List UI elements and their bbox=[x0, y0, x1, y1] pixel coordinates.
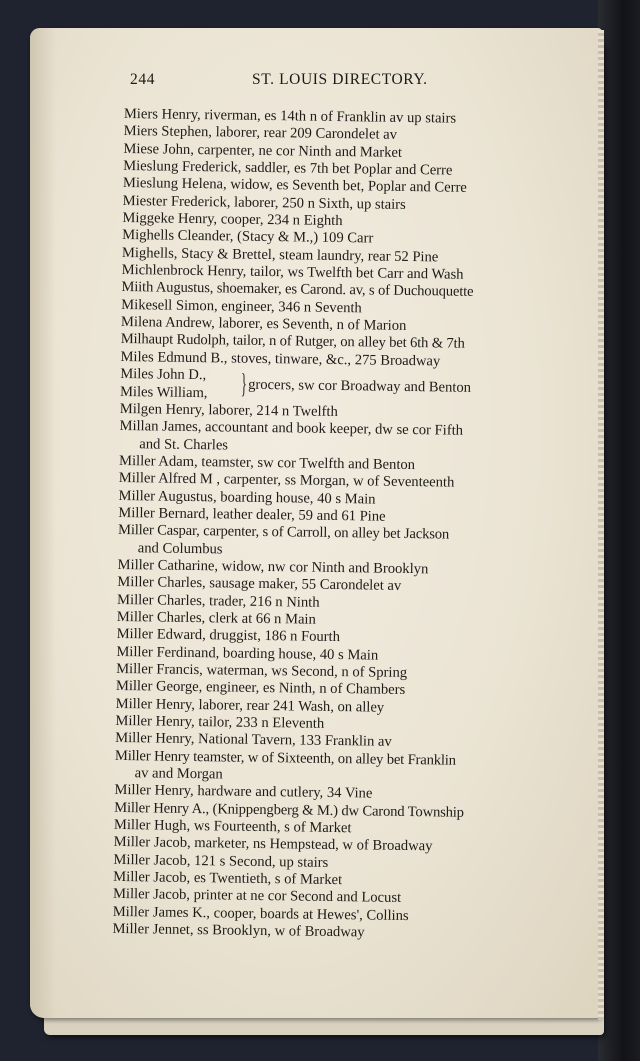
directory-entry: Miller Henry, National Tavern, 133 Franklin av bbox=[115, 730, 392, 751]
page-edges bbox=[598, 30, 604, 1020]
directory-entry: Miller Jacob, 121 s Second, up stairs bbox=[113, 851, 329, 871]
directory-entry: Miller Jacob, es Twentieth, s of Market bbox=[113, 869, 343, 889]
entry-continuation: av and Morgan bbox=[134, 765, 223, 783]
directory-entry: Miller Edward, druggist, 186 n Fourth bbox=[116, 626, 341, 646]
directory-entry: Miester Frederick, laborer, 250 n Sixth, up stairs bbox=[122, 192, 406, 213]
directory-entry: Miggeke Henry, cooper, 234 n Eighth bbox=[122, 210, 343, 230]
bracketed-entry-group bbox=[120, 366, 570, 407]
directory-entry: Miller Charles, clerk at 66 n Main bbox=[116, 608, 316, 628]
directory-entry: Mighells Cleander, (Stacy & M.,) 109 Carr bbox=[122, 227, 374, 247]
directory-entry: Michlenbrock Henry, tailor, ws Twelfth bet Carr and Wash bbox=[121, 262, 464, 283]
directory-entry: Miller Caspar, carpenter, s of Carroll, on alley bet Jackson bbox=[117, 522, 450, 543]
directory-entry: Miller Bernard, leather dealer, 59 and 61 Pine bbox=[118, 504, 386, 525]
directory-entry: Miller Jacob, marketer, ns Hempstead, w of Broadway bbox=[113, 834, 433, 855]
directory-entry: Miese John, carpenter, ne cor Ninth and Market bbox=[123, 140, 403, 161]
directory-entry: Miller Augustus, boarding house, 40 s Main bbox=[118, 487, 376, 508]
brace-mark: } bbox=[240, 368, 248, 400]
directory-entry: Miller Charles, sausage maker, 55 Carondelet av bbox=[117, 574, 402, 595]
directory-entry: Miller Francis, waterman, ws Second, n of Spring bbox=[116, 660, 408, 682]
directory-entry: Miller Ferdinand, boarding house, 40 s Main bbox=[116, 643, 379, 664]
shared-business-text: grocers, sw cor Broadway and Benton bbox=[248, 376, 472, 397]
directory-entry: Miller Jennet, ss Brooklyn, w of Broadway bbox=[112, 921, 365, 941]
directory-entry: Miller Henry A., (Knippengberg & M.) dw Carond Township bbox=[114, 799, 465, 821]
directory-entry: Milena Andrew, laborer, es Seventh, n of Marion bbox=[120, 314, 407, 335]
directory-page bbox=[30, 28, 602, 1018]
directory-entry: Mikesell Simon, engineer, 346 n Seventh bbox=[121, 296, 362, 317]
directory-entry: Miller Alfred M , carpenter, ss Morgan, w of Seventeenth bbox=[118, 470, 455, 491]
directory-entry: Miller Henry, hardware and cutlery, 34 Vine bbox=[114, 782, 373, 802]
directory-entry: Miller Catharine, widow, nw cor Ninth and Brooklyn bbox=[117, 556, 429, 578]
directory-entry: Miller Henry, tailor, 233 n Eleventh bbox=[115, 712, 325, 732]
directory-entry: Millan James, accountant and book keeper, dw se cor Fifth bbox=[119, 418, 464, 439]
directory-entry: Mieslung Frederick, saddler, es 7th bet Poplar and Cerre bbox=[123, 158, 453, 179]
directory-entry: Miller Henry, laborer, rear 241 Wash, on alley bbox=[115, 695, 385, 716]
bracketed-name: Miles John D., bbox=[120, 366, 207, 384]
directory-entry: Milhaupt Rudolph, tailor, n of Rutger, on alley bet 6th & 7th bbox=[120, 331, 465, 353]
directory-entry: Miller Henry teamster, w of Sixteenth, on alley bet Franklin bbox=[114, 747, 457, 769]
directory-entry: Miles Edmund B., stoves, tinware, &c., 275 Broadway bbox=[120, 348, 441, 370]
directory-entries bbox=[112, 106, 574, 945]
directory-entry: Miller George, engineer, es Ninth, n of Chambers bbox=[115, 678, 406, 699]
directory-entry: Miller James K., cooper, boards at Hewes', Collins bbox=[112, 903, 409, 924]
entry-continuation: and Columbus bbox=[137, 539, 223, 558]
running-title: ST. LOUIS DIRECTORY. bbox=[252, 71, 428, 88]
directory-entry: Mieslung Helena, widow, es Seventh bet, Poplar and Cerre bbox=[122, 175, 467, 197]
directory-entry: Mighells, Stacy & Brettel, steam laundry, rear 52 Pine bbox=[121, 244, 439, 266]
entry-continuation: and St. Charles bbox=[139, 435, 229, 454]
directory-entry: Miller Adam, teamster, sw cor Twelfth and Benton bbox=[118, 452, 416, 473]
directory-entry: Miller Hugh, ws Fourteenth, s of Market bbox=[113, 817, 352, 837]
directory-entry: Miers Henry, riverman, es 14th n of Franklin av up stairs bbox=[123, 106, 457, 127]
directory-entry: Miller Charles, trader, 216 n Ninth bbox=[116, 591, 320, 611]
directory-entry: Milgen Henry, laborer, 214 n Twelfth bbox=[119, 400, 338, 420]
directory-entry: Miith Augustus, shoemaker, es Carond. av, s of Duchouquette bbox=[121, 279, 474, 301]
directory-entry: Miers Stephen, laborer, rear 209 Carondelet av bbox=[123, 123, 398, 144]
book-binding bbox=[598, 0, 640, 1061]
directory-entry: Miller Jacob, printer at ne cor Second and Locust bbox=[112, 886, 402, 907]
page-number: 244 bbox=[130, 71, 156, 88]
bracketed-name: Miles William, bbox=[119, 383, 208, 401]
